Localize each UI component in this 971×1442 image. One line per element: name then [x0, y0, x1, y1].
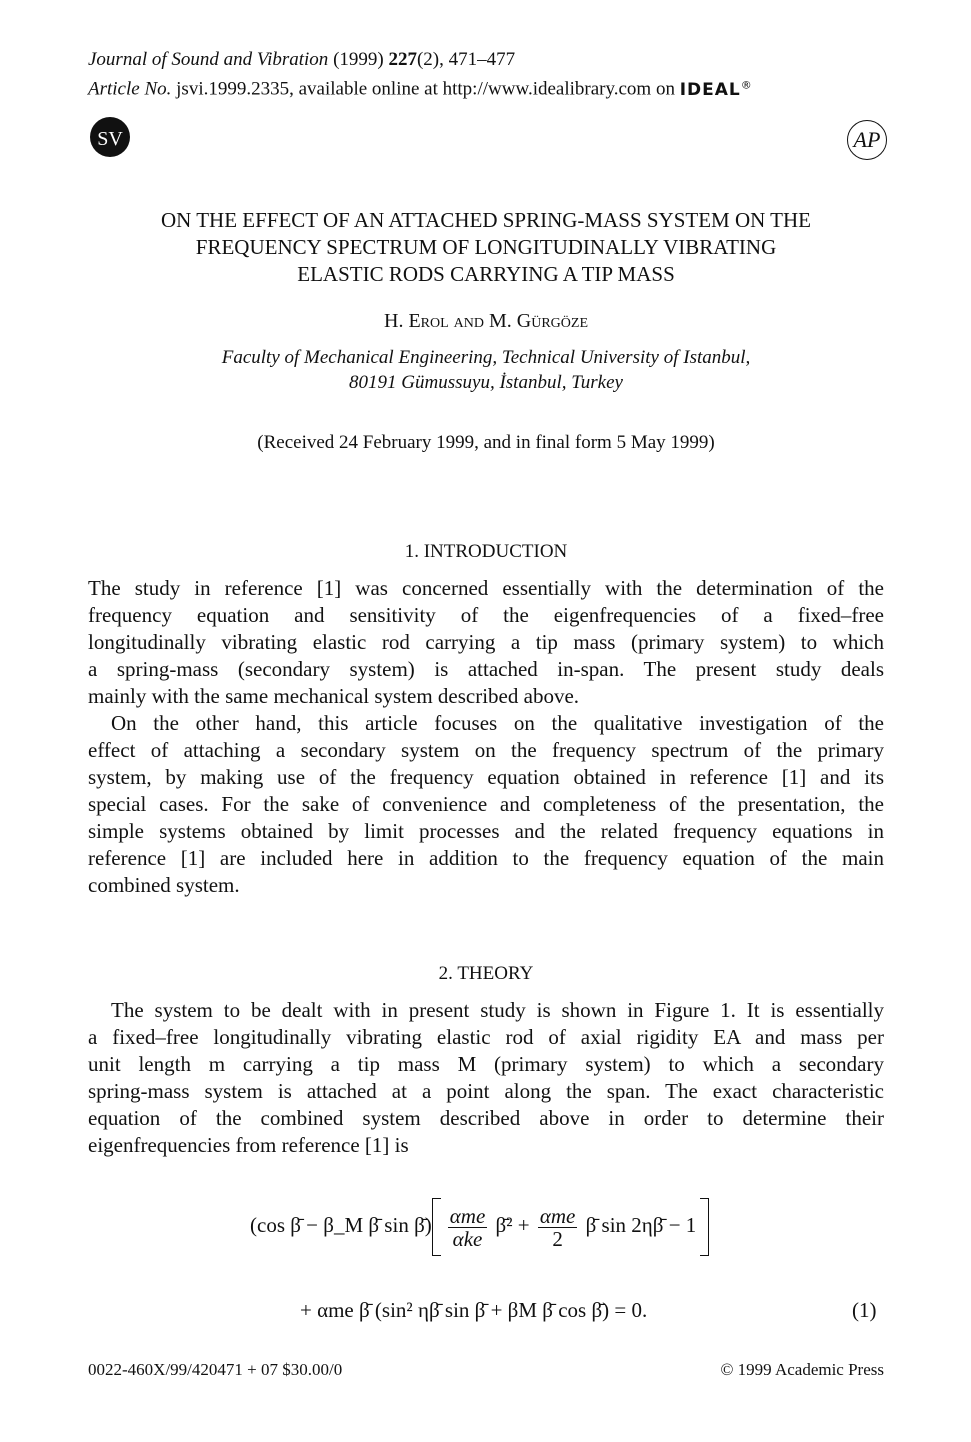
- section-heading-introduction: 1. INTRODUCTION: [404, 541, 568, 562]
- title-line: ELASTIC RODS CARRYING A TIP MASS: [297, 262, 675, 286]
- right-bracket: [700, 1198, 709, 1256]
- equation-number: (1): [852, 1298, 877, 1322]
- equation-1-line-2: + αme β̄ (sin² ηβ̄ sin β̄ + βM β̄ cos β̄) = 0.: [300, 1298, 648, 1322]
- registered-mark: ®: [740, 78, 753, 91]
- ideal-logo-text: IDEAL: [679, 79, 741, 100]
- affiliation: [88, 345, 884, 395]
- text-line: reference [1] are included here in addition to the frequency equation of the main: [88, 846, 884, 870]
- text-line: combined system.: [88, 873, 240, 897]
- sv-logo: SV: [90, 117, 130, 157]
- journal-name: Journal of Sound and Vibration: [88, 49, 329, 70]
- affiliation-line: Faculty of Mechanical Engineering, Technical University of Istanbul,: [221, 347, 751, 368]
- fraction: [538, 1205, 578, 1250]
- footer-copyright: © 1999 Academic Press: [720, 1360, 884, 1379]
- issue-pages: (2), 471–477: [416, 49, 516, 70]
- theory-paragraph-1: [88, 997, 884, 1159]
- year: (1999): [333, 49, 384, 70]
- article-text: jsvi.1999.2335, available online at http://www.idealibrary.com on: [176, 78, 675, 100]
- article-line: [88, 73, 753, 102]
- text-line: a fixed–free longitudinally vibrating elastic rod of axial rigidity EA and mass per: [88, 1025, 884, 1049]
- eq-term: β̄² +: [495, 1212, 530, 1237]
- citation-line: [88, 48, 515, 72]
- eq-term: β̄ sin 2ηβ̄ − 1: [585, 1212, 697, 1237]
- section-heading-theory: 2. THEORY: [438, 963, 534, 984]
- text-line: mainly with the same mechanical system described above.: [88, 684, 580, 708]
- equation-1-line-1: [250, 1198, 709, 1256]
- title-line: FREQUENCY SPECTRUM OF LONGITUDINALLY VIBRATING: [195, 235, 777, 259]
- intro-paragraph-1: [88, 575, 884, 899]
- affiliation-line: 80191 Gümussuyu, İstanbul, Turkey: [349, 372, 623, 393]
- text-line: a spring-mass (secondary system) is attached in-span. The present study deals: [88, 657, 884, 681]
- footer-code: 0022-460X/99/420471 + 07 $30.00/0: [88, 1360, 343, 1379]
- text-line: unit length m carrying a tip mass M (primary system) to which a secondary: [88, 1052, 884, 1076]
- text-line: system, by making use of the frequency equation obtained in reference [1] and its: [88, 765, 884, 789]
- text-line: longitudinally vibrating elastic rod carrying a tip mass (primary system) to which: [88, 630, 884, 654]
- text-line: spring-mass system is attached at a point along the span. The exact characteristic: [88, 1079, 884, 1103]
- fraction: [448, 1205, 488, 1250]
- received-dates: (Received 24 February 1999, and in final form 5 May 1999): [257, 432, 715, 453]
- text-line: simple systems obtained by limit processes and the related frequency equations in: [88, 819, 884, 843]
- paper-title: [88, 207, 884, 288]
- numerator: αme: [539, 1203, 576, 1228]
- numerator: αme: [449, 1203, 486, 1228]
- volume: 227: [388, 49, 417, 70]
- eq-term: (cos β̄ − β_M β̄ sin β̄): [250, 1212, 432, 1237]
- text-line: The system to be dealt with in present study is shown in Figure 1. It is essentially: [111, 998, 884, 1022]
- text-line: equation of the combined system described above in order to determine their: [88, 1106, 884, 1130]
- text-line: special cases. For the sake of convenience and completeness of the presentation, the: [88, 792, 884, 816]
- text-line: The study in reference [1] was concerned essentially with the determination of the: [88, 576, 884, 600]
- text-line: effect of attaching a secondary system on the frequency spectrum of the primary: [88, 738, 884, 762]
- text-line: On the other hand, this article focuses on the qualitative investigation of the: [111, 711, 884, 735]
- ap-logo: AP: [847, 120, 887, 160]
- text-line: frequency equation and sensitivity of the eigenfrequencies of a fixed–free: [88, 603, 884, 627]
- article-label: Article No.: [88, 78, 172, 100]
- denominator: αke: [452, 1226, 483, 1251]
- text-line: eigenfrequencies from reference [1] is: [88, 1133, 409, 1157]
- title-line: ON THE EFFECT OF AN ATTACHED SPRING-MASS SYSTEM ON THE: [161, 208, 811, 232]
- ideal-logo: [680, 80, 753, 100]
- authors: H. Erol and M. Gürgöze: [384, 310, 588, 332]
- denominator: 2: [552, 1226, 563, 1251]
- left-bracket: [432, 1198, 441, 1256]
